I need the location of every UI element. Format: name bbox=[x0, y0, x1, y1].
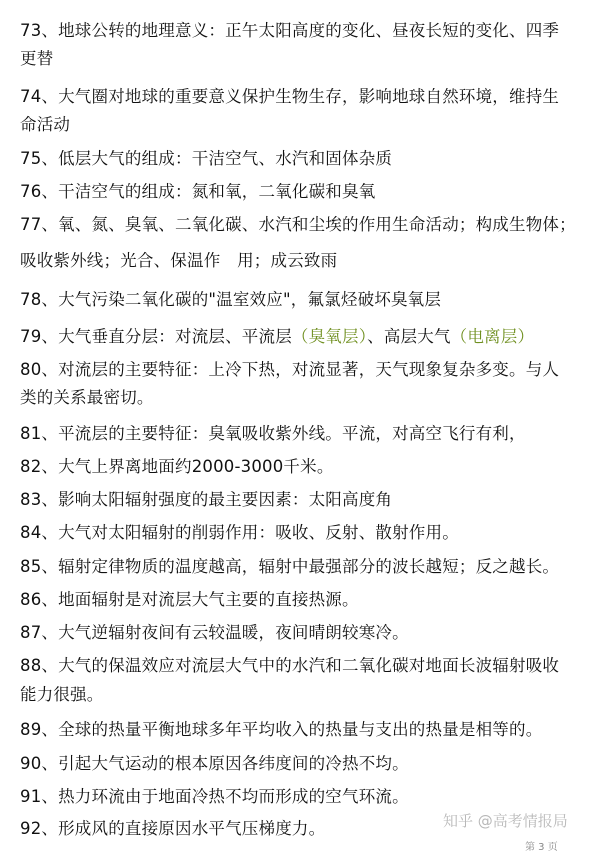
text-line-91: 91、热力环流由于地面冷热不均而形成的空气环流。 bbox=[20, 787, 409, 806]
text-line-80a: 80、对流层的主要特征：上冷下热，对流显著，天气现象复杂多变。与人 bbox=[20, 360, 560, 379]
text-line-89: 89、全球的热量平衡地球多年平均收入的热量与支出的热量是相等的。 bbox=[20, 720, 543, 739]
text-line-75: 75、低层大气的组成：干洁空气、水汽和固体杂质 bbox=[20, 149, 393, 168]
text-line-88b: 能力很强。 bbox=[20, 685, 104, 704]
text-line-77a: 77、氧、氮、臭氧、二氧化碳、水汽和尘埃的作用生命活动；构成生物体； bbox=[20, 215, 576, 234]
text-line-82: 82、大气上界离地面约2000-3000千米。 bbox=[20, 457, 334, 476]
text-line-79-prefix: 79、大气垂直分层：对流层、平流层 bbox=[20, 327, 292, 346]
text-line-73a: 73、地球公转的地理意义：正午太阳高度的变化、昼夜长短的变化、四季 bbox=[20, 21, 560, 40]
text-line-73b: 更替 bbox=[20, 49, 54, 68]
text-line-79-middle: 、高层大气 bbox=[367, 327, 451, 346]
text-line-86: 86、地面辐射是对流层大气主要的直接热源。 bbox=[20, 590, 359, 609]
ionosphere-highlight: （电离层） bbox=[450, 327, 535, 346]
text-line-77b: 吸收紫外线；光合、保温作 用；成云致雨 bbox=[20, 251, 338, 270]
text-line-78: 78、大气污染二氧化碳的"温室效应"，氟氯烃破坏臭氧层 bbox=[20, 290, 442, 309]
text-line-83: 83、影响太阳辐射强度的最主要因素：太阳高度角 bbox=[20, 490, 393, 509]
text-line-87: 87、大气逆辐射夜间有云较温暖，夜间晴朗较寒冷。 bbox=[20, 623, 409, 642]
text-line-74b: 命活动 bbox=[20, 115, 71, 134]
zhihu-watermark: 知乎 @高考情报局 bbox=[443, 812, 568, 830]
ozone-layer-highlight: （臭氧层） bbox=[291, 327, 368, 346]
text-line-80b: 类的关系最密切。 bbox=[20, 388, 154, 407]
text-line-85: 85、辐射定律物质的温度越高，辐射中最强部分的波长越短；反之越长。 bbox=[20, 557, 560, 576]
text-line-84: 84、大气对太阳辐射的削弱作用：吸收、反射、散射作用。 bbox=[20, 523, 459, 542]
text-line-90: 90、引起大气运动的根本原因各纬度间的冷热不均。 bbox=[20, 754, 409, 773]
text-line-88a: 88、大气的保温效应对流层大气中的水汽和二氧化碳对地面长波辐射吸收 bbox=[20, 656, 560, 675]
text-line-79 bbox=[20, 326, 601, 348]
text-line-74a: 74、大气圈对地球的重要意义保护生物生存，影响地球自然环境，维持生 bbox=[20, 87, 560, 106]
text-line-92: 92、形成风的直接原因水平气压梯度力。 bbox=[20, 819, 326, 838]
text-line-76: 76、干洁空气的组成：氮和氧，二氧化碳和臭氧 bbox=[20, 182, 376, 201]
text-line-81: 81、平流层的主要特征：臭氧吸收紫外线。平流，对高空飞行有利， bbox=[20, 424, 526, 443]
page-number: 第 3 页 bbox=[525, 842, 558, 853]
